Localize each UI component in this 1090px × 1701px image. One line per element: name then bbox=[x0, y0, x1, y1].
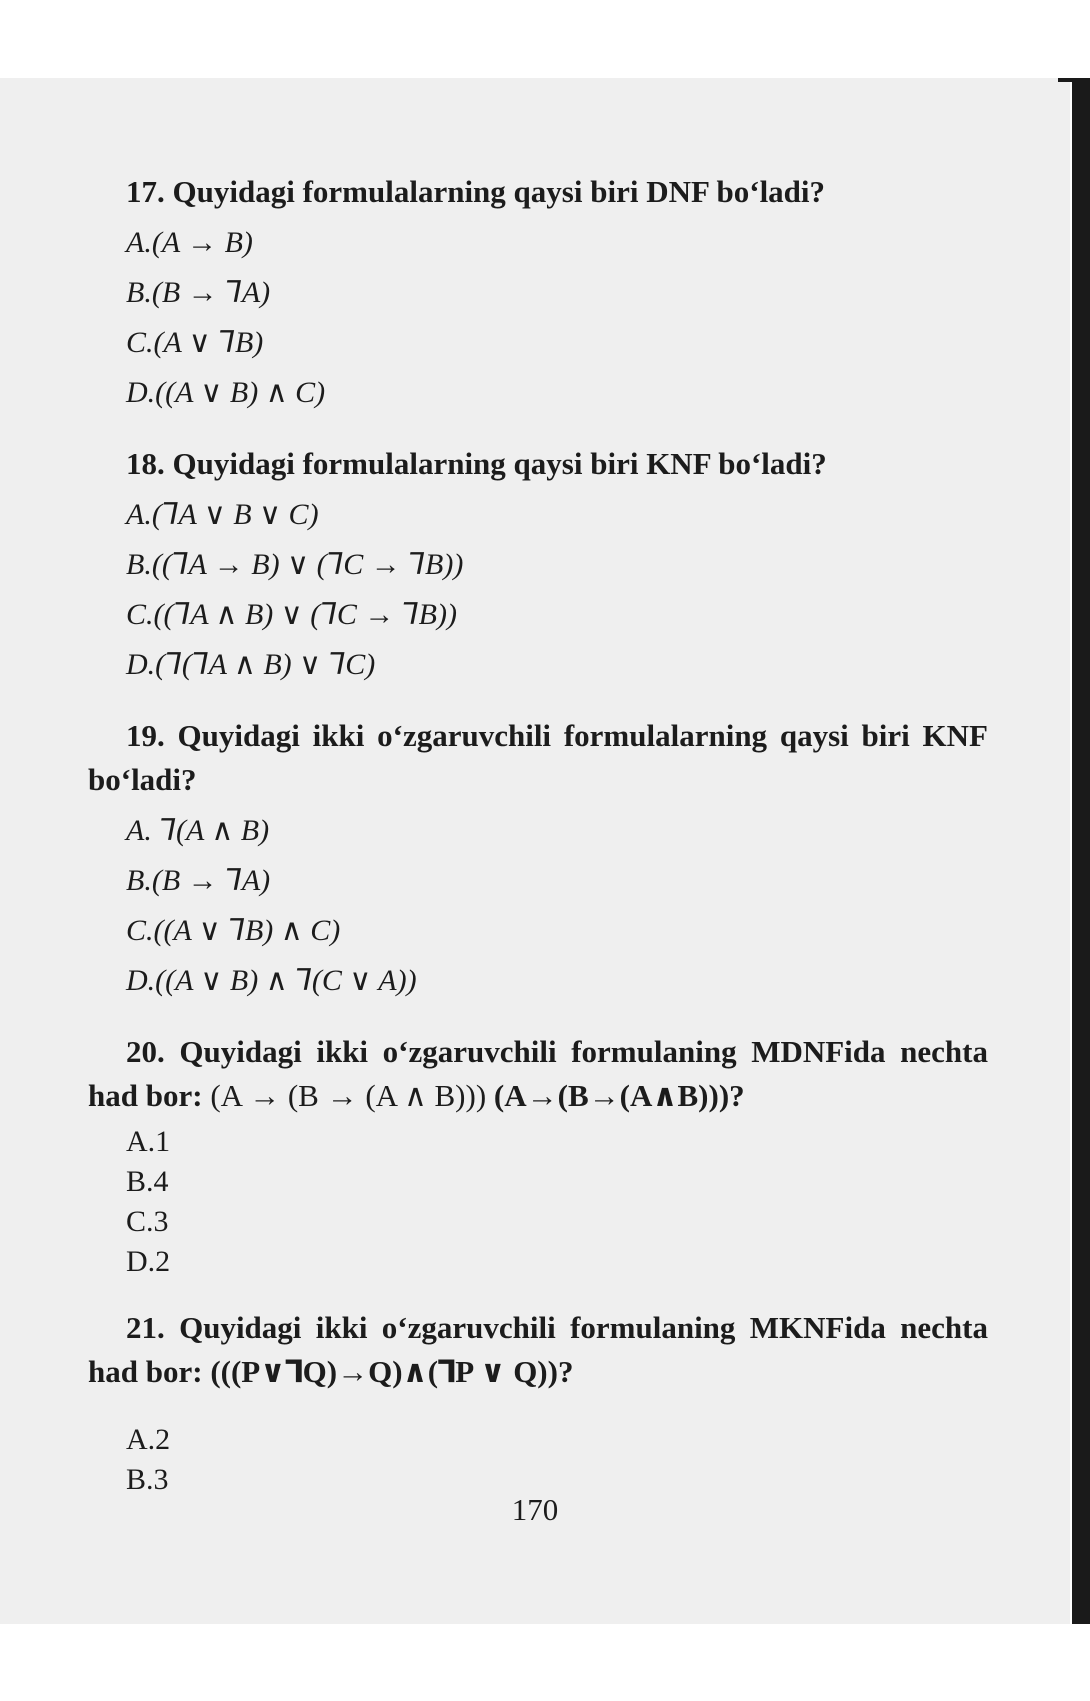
option-d: D.((A ∨ B) ∧ C) bbox=[126, 376, 326, 409]
option-a: A.1 bbox=[126, 1125, 171, 1158]
question-17-text: 17. Quyidagi formulalarning qaysi biri DNF bo‘ladi? bbox=[126, 174, 826, 209]
question-20-formula-plain: (A → (B → (A ∧ B))) bbox=[210, 1078, 487, 1113]
option-d: D.(⅂(⅂A ∧ B) ∨ ⅂C) bbox=[126, 648, 376, 681]
option-c: C.((A ∨ ⅂B) ∧ C) bbox=[126, 914, 341, 947]
option-b: B.(B → ⅂A) bbox=[126, 276, 271, 309]
option-a: A. ⅂(A ∧ B) bbox=[126, 814, 270, 847]
option-b: B.(B → ⅂A) bbox=[126, 864, 271, 897]
option-c: C.(A ∨ ⅂B) bbox=[126, 326, 264, 359]
question-19 bbox=[88, 714, 988, 1006]
question-18 bbox=[88, 442, 988, 690]
option-d: D.((A ∨ B) ∧ ⅂(C ∨ A)) bbox=[126, 964, 417, 997]
option-d: D.2 bbox=[126, 1245, 171, 1278]
question-17-options bbox=[126, 218, 988, 418]
option-b: B.((⅂A → B) ∨ (⅂C → ⅂B)) bbox=[126, 548, 464, 581]
option-a: A.(⅂A ∨ B ∨ C) bbox=[126, 498, 319, 531]
question-21-text bbox=[88, 1306, 988, 1394]
question-21-formula-bold: (((P∨⅂Q)→Q)∧(⅂P ∨ Q))? bbox=[210, 1354, 574, 1389]
question-20-formula-bold: (A→(B→(A∧B)))? bbox=[493, 1078, 745, 1113]
question-21-options bbox=[126, 1420, 988, 1500]
option-a: A.(A → B) bbox=[126, 226, 253, 259]
option-a: A.2 bbox=[126, 1423, 171, 1456]
question-20 bbox=[88, 1030, 988, 1282]
page-content bbox=[88, 170, 988, 1524]
question-21 bbox=[88, 1306, 988, 1500]
book-spine-edge bbox=[1072, 78, 1090, 1624]
question-17 bbox=[88, 170, 988, 418]
question-20-prompt: 20. Quyidagi ikki o‘zgaruvchili formulaning MDNFida nechta had bor: bbox=[88, 1034, 988, 1113]
option-b: B.3 bbox=[126, 1463, 169, 1496]
question-18-text: 18. Quyidagi formulalarning qaysi biri KNF bo‘ladi? bbox=[126, 446, 827, 481]
option-c: C.3 bbox=[126, 1205, 169, 1238]
question-18-options bbox=[126, 490, 988, 690]
question-20-text bbox=[88, 1030, 988, 1118]
option-c: C.((⅂A ∧ B) ∨ (⅂C → ⅂B)) bbox=[126, 598, 457, 631]
question-20-options bbox=[126, 1122, 988, 1282]
question-21-prompt: 21. Quyidagi ikki o‘zgaruvchili formulaning MKNFida nechta had bor: bbox=[88, 1310, 988, 1389]
book-spine-cap bbox=[1058, 78, 1090, 82]
option-b: B.4 bbox=[126, 1165, 169, 1198]
question-19-options bbox=[126, 806, 988, 1006]
question-19-text: 19. Quyidagi ikki o‘zgaruvchili formulalarning qaysi biri KNF bo‘ladi? bbox=[88, 718, 988, 797]
page-number: 170 bbox=[511, 1492, 559, 1527]
